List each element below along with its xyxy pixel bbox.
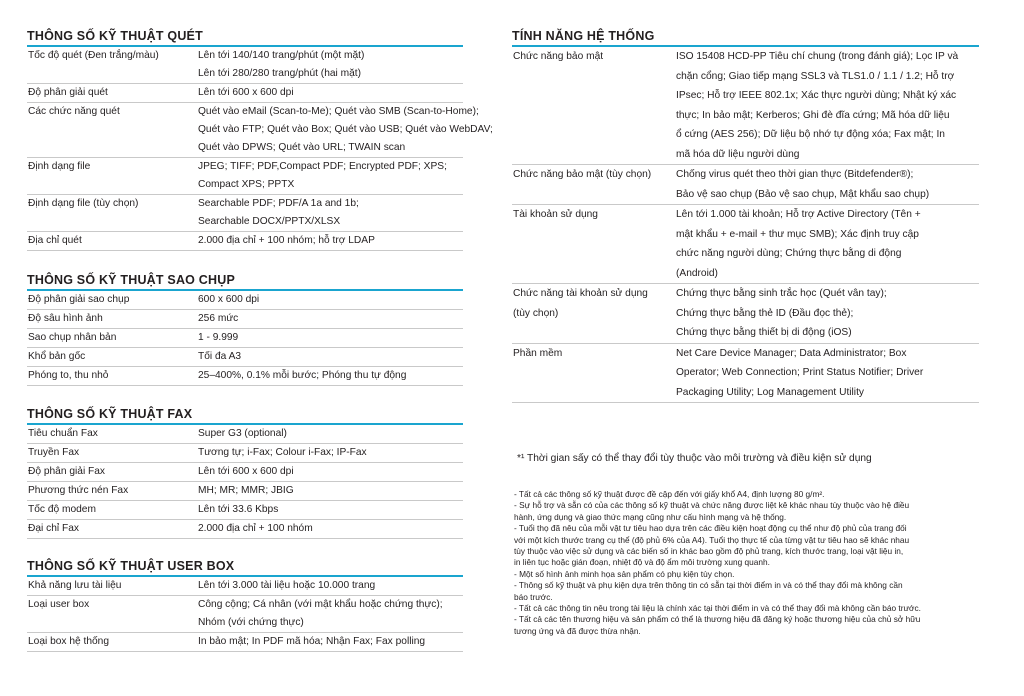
spec-label-line: Sao chụp nhân bản — [28, 332, 117, 343]
spec-label-line: Độ phân giải sao chụp — [28, 294, 130, 305]
spec-label — [27, 425, 198, 443]
spec-value — [198, 463, 463, 481]
spec-value — [198, 596, 463, 632]
spec-value-line: mã hóa dữ liệu người dùng — [676, 148, 800, 160]
spec-label — [512, 165, 676, 204]
spec-label — [27, 329, 198, 347]
spec-value — [676, 344, 979, 403]
spec-label — [27, 348, 198, 366]
note-line: tùy thuộc vào việc sử dụng và các biến số in khác bao gồm độ phủ trang, kích thước trang, loại vật liệu in, — [514, 546, 904, 557]
note-line: - Thông số kỹ thuật và phụ kiện dựa trên thông tin có sẵn tại thời điểm in và có thể thay đổi mà không cần — [514, 580, 903, 591]
spec-row — [512, 205, 979, 284]
spec-value-line: Lên tới 33.6 Kbps — [198, 504, 279, 515]
spec-label-line: Phương thức nén Fax — [28, 485, 129, 496]
spec-value-line: Super G3 (optional) — [198, 428, 287, 439]
section-title: THÔNG SỐ KỸ THUẬT QUÉT — [27, 29, 203, 43]
spec-value-line: Chứng thực bằng thiết bị di động (iOS) — [676, 327, 852, 338]
spec-label-line: (tùy chọn) — [513, 307, 559, 319]
spec-label — [27, 367, 198, 385]
spec-row — [27, 444, 463, 463]
spec-value — [676, 47, 979, 164]
spec-value-line: Tương tự; i-Fax; Colour i-Fax; IP-Fax — [198, 447, 367, 458]
spec-value-line: (Android) — [676, 267, 718, 279]
note-line: - Tất cả các thông số kỹ thuật được đề cập đến với giấy khổ A4, định lượng 80 g/m². — [514, 489, 825, 499]
spec-label-line: Loại box hệ thống — [28, 636, 110, 647]
spec-value-line: Chống virus quét theo thời gian thực (Bitdefender®); — [676, 169, 914, 180]
spec-value-line: Searchable PDF; PDF/A 1a and 1b; — [198, 198, 359, 209]
spec-value — [198, 310, 463, 328]
spec-table — [27, 425, 463, 539]
spec-row — [27, 103, 493, 158]
spec-label — [27, 633, 198, 651]
spec-value-line: 25–400%, 0.1% mỗi bước; Phóng thu tự động — [198, 370, 407, 381]
spec-value-line: Operator; Web Connection; Print Status Notifier; Driver — [676, 367, 924, 378]
spec-row — [512, 344, 979, 404]
spec-value-line: Lên tới 1.000 tài khoản; Hỗ trợ Active Directory (Tên + — [676, 209, 921, 220]
note-line: tương ứng và đã được thừa nhận. — [514, 625, 641, 636]
section-title: THÔNG SỐ KỸ THUẬT SAO CHỤP — [27, 273, 235, 287]
spec-row — [27, 329, 463, 348]
copy-specs-section — [27, 272, 463, 386]
note-line: - Sự hỗ trợ và sẵn có của các thông số kỹ thuật và chức năng được liệt kê khác nhau tùy thuộc vào hệ điều — [514, 500, 910, 511]
spec-label-line: Truyền Fax — [28, 447, 80, 458]
spec-label-line: Độ phân giải quét — [28, 87, 108, 98]
spec-value — [676, 205, 979, 283]
spec-value-line: MH; MR; MMR; JBIG — [198, 485, 294, 496]
spec-label-line: Các chức năng quét — [28, 106, 120, 117]
spec-value-line: 1 - 9.999 — [198, 332, 239, 343]
spec-label-line: Khả năng lưu tài liệu — [28, 580, 122, 591]
spec-value-line: JPEG; TIFF; PDF,Compact PDF; Encrypted PDF; XPS; — [198, 161, 447, 172]
spec-value-line: In bảo mật; In PDF mã hóa; Nhận Fax; Fax polling — [198, 636, 426, 647]
spec-label-line: Chức năng tài khoản sử dụng — [513, 288, 648, 299]
spec-row — [27, 596, 463, 633]
spec-value-line: Packaging Utility; Log Management Utility — [676, 386, 864, 398]
spec-label — [27, 520, 198, 538]
spec-value — [198, 577, 463, 595]
spec-row — [27, 367, 463, 386]
spec-value — [198, 47, 463, 83]
spec-value-line: 256 mức — [198, 313, 239, 324]
spec-label — [27, 482, 198, 500]
spec-value-line: Nhóm (với chứng thực) — [198, 617, 304, 628]
spec-row — [512, 284, 979, 344]
spec-row — [27, 501, 463, 520]
spec-value — [198, 520, 463, 538]
spec-value-line: chặn cổng; Giao tiếp mạng SSL3 và TLS1.0 / 1.1 / 1.2; Hỗ trợ — [676, 70, 955, 82]
spec-label-line: Đại chỉ Fax — [28, 523, 79, 534]
spec-value-line: thực; In bảo mật; Kerberos; Ghi đè đĩa cứng; Mã hóa dữ liệu — [676, 109, 950, 121]
spec-label — [512, 284, 676, 343]
spec-value-line: 2.000 địa chỉ + 100 nhóm — [198, 523, 313, 534]
spec-value — [198, 425, 463, 443]
note-line: - Tất cả các tên thương hiệu và sản phẩm có thể là thương hiệu đã đăng ký hoặc thương hiệu của chủ sở hữu — [514, 614, 921, 625]
spec-label — [27, 158, 198, 194]
drying-time-footnote: *¹ Thời gian sấy có thể thay đổi tùy thuộc vào môi trường và điều kiện sử dụng — [517, 453, 872, 464]
spec-value — [676, 284, 979, 343]
spec-value-line: Bảo vệ sao chụp (Bảo vệ sao chụp, Mật khẩu sao chụp) — [676, 188, 930, 200]
spec-value — [198, 348, 463, 366]
spec-row — [27, 348, 463, 367]
spec-row — [27, 425, 463, 444]
fax-specs-section — [27, 406, 463, 539]
spec-label — [27, 444, 198, 462]
spec-label-line: Độ phân giải Fax — [28, 466, 106, 477]
spec-value — [676, 165, 979, 204]
spec-label — [27, 577, 198, 595]
spec-row — [512, 165, 979, 205]
spec-row — [27, 84, 463, 103]
spec-row — [27, 577, 463, 596]
spec-label — [27, 291, 198, 309]
note-line: - Tất cả các thông tin nêu trong tài liệu là chính xác tại thời điểm in và có thể thay đổi mà không cần báo trước. — [514, 603, 921, 614]
spec-row — [27, 520, 463, 539]
spec-row — [27, 232, 463, 251]
spec-row — [27, 310, 463, 329]
spec-row — [27, 633, 463, 652]
spec-label — [27, 463, 198, 481]
spec-value-line: Lên tới 140/140 trang/phút (một mặt) — [198, 50, 365, 61]
spec-value-line: Compact XPS; PPTX — [198, 179, 295, 190]
spec-row — [27, 47, 463, 84]
note-line: - Tuổi thọ đã nêu của mỗi vật tư tiêu hao dựa trên các điều kiện hoạt động cụ thể như độ phủ của trang đối — [514, 523, 907, 534]
spec-value — [198, 84, 463, 102]
spec-label — [27, 195, 198, 231]
spec-label-line: Địa chỉ quét — [28, 235, 82, 246]
spec-row — [27, 482, 463, 501]
spec-label — [27, 501, 198, 519]
spec-value — [198, 482, 463, 500]
spec-label — [27, 596, 198, 632]
section-title: THÔNG SỐ KỸ THUẬT FAX — [27, 407, 193, 421]
scan-specs-section — [27, 28, 493, 251]
spec-value-line: Công cộng; Cá nhân (với mật khẩu hoặc chứng thực); — [198, 599, 443, 610]
spec-value — [198, 444, 463, 462]
spec-label-line: Chức năng bảo mật (tùy chọn) — [513, 169, 652, 180]
spec-label — [512, 47, 676, 164]
spec-label — [27, 103, 198, 157]
spec-row — [27, 158, 463, 195]
spec-value-line: Chứng thực bằng sinh trắc học (Quét vân tay); — [676, 288, 887, 299]
spec-value-line: Chứng thực bằng thẻ ID (Đầu đọc thẻ); — [676, 307, 854, 319]
spec-label-line: Tài khoản sử dụng — [513, 209, 598, 220]
section-title: TÍNH NĂNG HỆ THỐNG — [512, 29, 655, 43]
spec-label — [512, 344, 676, 403]
spec-value — [198, 158, 463, 194]
spec-value-line: ISO 15408 HCD-PP Tiêu chí chung (trong đánh giá); Lọc IP và — [676, 51, 959, 62]
spec-value — [198, 367, 463, 385]
spec-value-line: Lên tới 600 x 600 dpi — [198, 87, 294, 98]
spec-label-line: Khổ bản gốc — [28, 351, 86, 362]
spec-row — [27, 291, 463, 310]
spec-value-line: ổ cứng (AES 256); Dữ liệu bộ nhớ tự động xóa; Fax mật; In — [676, 129, 945, 140]
spec-value-line: Quét vào FTP; Quét vào Box; Quét vào USB; Quét vào WebDAV; — [198, 124, 493, 135]
section-title: THÔNG SỐ KỸ THUẬT USER BOX — [27, 559, 235, 573]
spec-value-line: Lên tới 3.000 tài liệu hoặc 10.000 trang — [198, 580, 376, 591]
spec-label — [27, 232, 198, 250]
legal-notes — [514, 489, 921, 637]
spec-value-line: Quét vào eMail (Scan-to-Me); Quét vào SMB (Scan-to-Home); — [198, 106, 479, 117]
note-line: in liên tục hoặc gián đoạn, nhiệt độ và độ ẩm môi trường xung quanh. — [514, 557, 770, 568]
spec-label — [27, 310, 198, 328]
spec-table — [512, 47, 979, 403]
spec-row — [27, 195, 463, 232]
spec-label — [512, 205, 676, 283]
spec-value — [198, 291, 463, 309]
spec-value-line: 2.000 địa chỉ + 100 nhóm; hỗ trợ LDAP — [198, 235, 375, 246]
spec-label-line: Chức năng bảo mật — [513, 51, 604, 62]
spec-value-line: Tối đa A3 — [198, 351, 242, 362]
spec-label-line: Tốc độ modem — [28, 504, 96, 515]
spec-value — [198, 329, 463, 347]
spec-value-line: Searchable DOCX/PPTX/XLSX — [198, 216, 341, 227]
note-line: với một kích thước trang cụ thể (độ phủ 6% của A4). Tuổi thọ thực tế của từng vật tư tiêu hao sẽ khác nhau — [514, 534, 910, 545]
spec-value-line: Net Care Device Manager; Data Administrator; Box — [676, 347, 907, 359]
spec-value-line: Lên tới 280/280 trang/phút (hai mặt) — [198, 68, 361, 79]
spec-label-line: Định dạng file — [28, 161, 91, 172]
spec-label-line: Phóng to, thu nhỏ — [28, 370, 109, 381]
spec-table — [27, 577, 463, 652]
spec-value — [198, 103, 493, 157]
spec-value-line: 600 x 600 dpi — [198, 294, 260, 305]
spec-value — [198, 501, 463, 519]
spec-table — [27, 291, 463, 386]
spec-value — [198, 195, 463, 231]
spec-value-line: IPsec; Hỗ trợ IEEE 802.1x; Xác thực người dùng; Nhật ký xác — [676, 90, 957, 101]
spec-label-line: Phần mềm — [513, 347, 563, 359]
note-line: - Một số hình ảnh minh họa sản phẩm có phụ kiện tùy chọn. — [514, 568, 735, 579]
spec-label-line: Độ sâu hình ảnh — [28, 313, 103, 324]
spec-label-line: Tốc độ quét (Đen trắng/màu) — [28, 50, 159, 61]
spec-value-line: Quét vào DPWS; Quét vào URL; TWAIN scan — [198, 142, 406, 153]
spec-value-line: Lên tới 600 x 600 dpi — [198, 466, 294, 477]
system-features-section — [512, 28, 979, 403]
spec-table — [27, 47, 493, 251]
spec-value — [198, 633, 463, 651]
spec-value — [198, 232, 463, 250]
spec-label — [27, 47, 198, 83]
spec-label-line: Định dạng file (tùy chọn) — [28, 198, 139, 209]
spec-label — [27, 84, 198, 102]
spec-label-line: Loại user box — [28, 599, 90, 610]
spec-label-line: Tiêu chuẩn Fax — [28, 428, 98, 439]
note-line: hành, ứng dụng và giao thức mạng cũng như cấu hình mạng và hệ thống. — [514, 511, 787, 522]
spec-value-line: chức năng người dùng; Chứng thực bằng di động — [676, 248, 902, 259]
spec-row — [27, 463, 463, 482]
note-line: báo trước. — [514, 591, 553, 602]
userbox-specs-section — [27, 558, 463, 652]
spec-row — [512, 47, 979, 165]
spec-value-line: mật khẩu + e-mail + thư mục SMB); Xác định truy cập — [676, 228, 919, 240]
